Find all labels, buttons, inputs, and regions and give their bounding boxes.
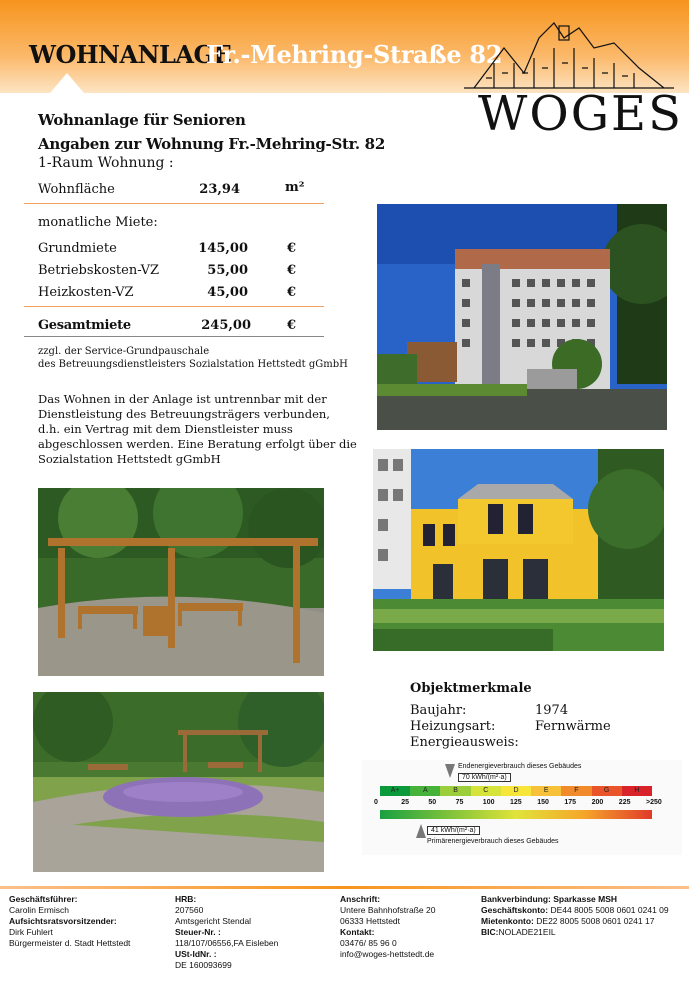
area-unit: m² [285, 180, 305, 195]
heading-seniors: Wohnanlage für Senioren [38, 111, 246, 129]
energy-scale-tick: >250 [646, 799, 662, 806]
energy-scale-tick: 0 [374, 799, 378, 806]
paragraph-line: Das Wohnen in der Anlage ist untrennbar mit der [38, 392, 327, 406]
energy-scale-tick: 225 [618, 799, 631, 806]
note-line: des Betreuungsdienstleisters Sozialstation Hettstedt gGmbH [38, 359, 348, 370]
feature-label: Heizungsart: [410, 719, 496, 734]
footer-address: Anschrift: Untere Bahnhofstraße 20 06333 Hettstedt Kontakt: 03476/ 85 96 0 info@woges-hettstedt.de [340, 894, 480, 960]
area-value: 23,94 [199, 182, 240, 197]
feature-label: Baujahr: [410, 703, 467, 718]
energy-scale-tick: 75 [455, 799, 464, 806]
footer-email-link[interactable]: info@woges-hettstedt.de [340, 949, 435, 959]
feature-value: Fernwärme [535, 719, 611, 734]
energy-scale-tick: 200 [591, 799, 604, 806]
energy-class-g: G [592, 786, 622, 796]
info-paragraph [38, 392, 357, 467]
header-notch [50, 73, 84, 93]
divider [24, 203, 324, 204]
rent-row-unit: € [287, 263, 297, 278]
energy-class-bar [380, 786, 652, 796]
rent-row-label: Betriebskosten-VZ [38, 263, 160, 278]
energy-class-b: B [440, 786, 470, 796]
rent-heading: monatliche Miete: [38, 215, 158, 230]
photo-garden [33, 692, 324, 872]
rent-row-value: 45,00 [207, 285, 248, 300]
energy-class-h: H [622, 786, 652, 796]
footer-divider [0, 886, 689, 889]
photo-building [377, 204, 667, 430]
energy-scale-tick: 50 [428, 799, 437, 806]
energy-class-c: C [471, 786, 501, 796]
energy-class-e: E [531, 786, 561, 796]
energy-scale-tick: 25 [401, 799, 409, 806]
energy-class-a: A [410, 786, 440, 796]
photo-yellow-building [373, 449, 664, 651]
footer-bank: Bankverbindung: Sparkasse MSH Geschäftskonto: DE44 8005 5008 0601 0241 09 Mietenkonto: DE22 8005 5008 0601 0241 17 BIC:NOLADE21EIL [481, 894, 669, 937]
area-label: Wohnfläche [38, 182, 115, 197]
paragraph-line: d.h. ein Vertrag mit dem Dienstleister muss [38, 422, 293, 436]
heading-apartment: Angaben zur Wohnung Fr.-Mehring-Str. 82 [38, 135, 385, 153]
energy-class-aplus: A+ [380, 786, 410, 796]
photo-pergola [38, 488, 324, 676]
energy-bottom-value: 41 kWh/(m²·a) [427, 826, 480, 835]
energy-bottom-label: Primärenergieverbrauch dieses Gebäudes [427, 838, 559, 845]
paragraph-line: abgeschlossen werden. Eine Beratung erfolgt über die [38, 437, 357, 451]
arrow-down-icon [445, 764, 455, 778]
feature-value: 1974 [535, 703, 569, 718]
logo-text: WOGES [478, 86, 683, 142]
energy-scale-tick: 175 [564, 799, 577, 806]
energy-top-value: 70 kWh/(m²·a) [458, 773, 511, 782]
header-title: WOHNANLAGE [29, 40, 232, 69]
rent-row-value: 55,00 [207, 263, 248, 278]
energy-scale [374, 799, 662, 809]
divider [24, 336, 324, 337]
total-unit: € [287, 318, 297, 333]
footer-register: HRB: 207560 Amtsgericht Stendal Steuer-Nr. : 118/107/06556,FA Eisleben USt-IdNr. : DE 160093699 [175, 894, 279, 970]
energy-scale-tick: 125 [510, 799, 522, 806]
features-heading: Objektmerkmale [410, 681, 532, 696]
energy-gradient-bar [380, 810, 652, 819]
energy-scale-tick: 150 [537, 799, 549, 806]
total-label: Gesamtmiete [38, 318, 131, 333]
paragraph-line: Dienstleistung des Betreuungsträgers verbunden, [38, 407, 330, 421]
energy-top-label: Endenergieverbrauch dieses Gebäudes [458, 763, 582, 770]
energy-class-d: D [501, 786, 531, 796]
arrow-up-icon [416, 824, 426, 838]
apartment-type: 1-Raum Wohnung : [38, 155, 174, 171]
rent-row-label: Heizkosten-VZ [38, 285, 134, 300]
rent-row-unit: € [287, 241, 297, 256]
feature-label: Energieausweis: [410, 735, 519, 750]
header-street: Fr.-Mehring-Straße 82 [206, 40, 503, 69]
energy-class-f: F [561, 786, 591, 796]
rent-row-unit: € [287, 285, 297, 300]
note-line: zzgl. der Service-Grundpauschale [38, 346, 210, 357]
total-value: 245,00 [201, 318, 251, 333]
rent-row-value: 145,00 [198, 241, 248, 256]
rent-row-label: Grundmiete [38, 241, 117, 256]
footer-management: Geschäftsführer: Carolin Ermisch Aufsichtsratsvorsitzender: Dirk Fuhlert Bürgermeister d. Stadt Hettstedt [9, 894, 131, 948]
paragraph-line: Sozialstation Hettstedt gGmbH [38, 452, 221, 466]
energy-scale-tick: 100 [482, 799, 495, 806]
energy-label [362, 760, 682, 855]
divider [24, 306, 324, 307]
